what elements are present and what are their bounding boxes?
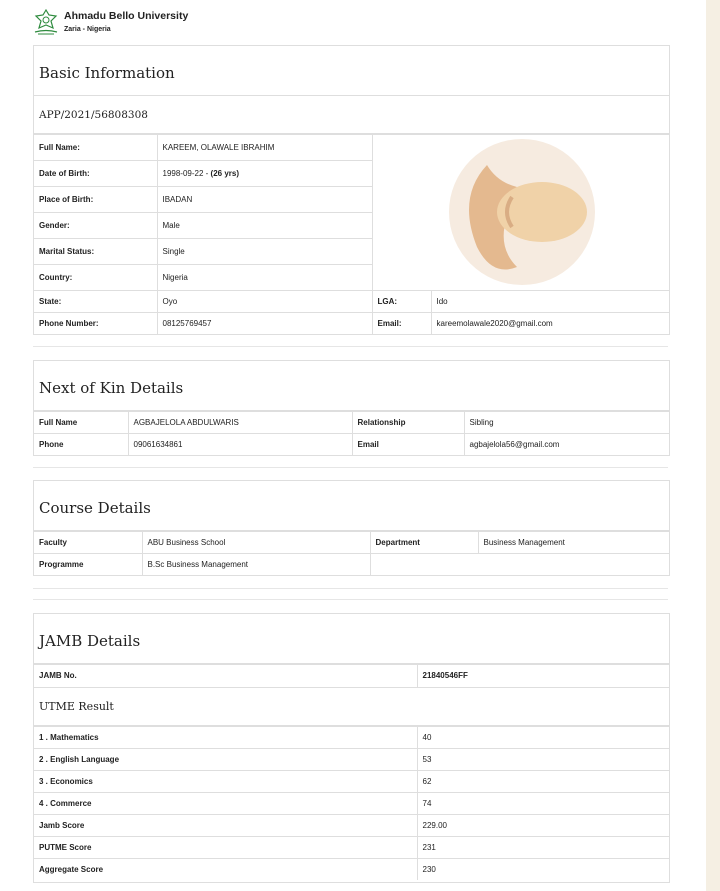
course-details-title: Course Details [34,481,669,531]
state-value: Oyo [157,291,372,313]
marital-status-label: Marital Status: [34,239,157,265]
table-row [34,726,669,748]
university-location: Zaria - Nigeria [64,26,111,33]
course-details-card [33,480,670,576]
utme-result-title: UTME Result [34,687,669,726]
kin-relationship-label: Relationship [352,412,464,434]
divider [33,346,668,347]
country-value: Nigeria [157,265,372,291]
email-label: Email: [372,313,431,335]
country-label: Country: [34,265,157,291]
gender-label: Gender: [34,213,157,239]
subject-score: 62 [417,770,669,792]
photo-cell [372,135,669,291]
aggregate-score-label: Aggregate Score [34,858,417,880]
applicant-photo-avatar [447,137,597,287]
lga-label: LGA: [372,291,431,313]
table-row [34,792,669,814]
jamb-score-label: Jamb Score [34,814,417,836]
table-row [34,665,669,687]
kin-full-name-value: AGBAJELOLA ABDULWARIS [128,412,352,434]
place-of-birth-label: Place of Birth: [34,187,157,213]
subject-label: 3 . Economics [34,770,417,792]
phone-label: Phone Number: [34,313,157,335]
table-row [34,836,669,858]
empty-cell [370,554,669,576]
department-label: Department [370,532,478,554]
utme-result-table [34,726,669,881]
marital-status-value: Single [157,239,372,265]
course-details-table [34,531,669,576]
table-row [34,748,669,770]
subject-label: 2 . English Language [34,748,417,770]
kin-full-name-label: Full Name [34,412,128,434]
dob-value [157,161,372,187]
full-name-label: Full Name: [34,135,157,161]
kin-phone-value: 09061634861 [128,434,352,456]
phone-value: 08125769457 [157,313,372,335]
faculty-value: ABU Business School [142,532,370,554]
programme-value: B.Sc Business Management [142,554,370,576]
table-row [34,532,669,554]
dob-age: (26 yrs) [210,169,239,178]
department-value: Business Management [478,532,669,554]
subject-score: 74 [417,792,669,814]
university-logo-icon [32,8,60,36]
subject-score: 53 [417,748,669,770]
place-of-birth-value: IBADAN [157,187,372,213]
next-of-kin-title: Next of Kin Details [34,361,669,411]
state-label: State: [34,291,157,313]
divider [33,467,668,468]
subject-label: 4 . Commerce [34,792,417,814]
subject-score: 40 [417,726,669,748]
jamb-no-table [34,664,669,687]
table-row [34,291,669,313]
jamb-score-value: 229.00 [417,814,669,836]
aggregate-score-value: 230 [417,858,669,880]
table-row [34,770,669,792]
table-row [34,858,669,880]
lga-value: Ido [431,291,669,313]
kin-relationship-value: Sibling [464,412,669,434]
email-value: kareemolawale2020@gmail.com [431,313,669,335]
next-of-kin-card [33,360,670,456]
application-number: APP/2021/56808308 [34,96,669,134]
subject-label: 1 . Mathematics [34,726,417,748]
programme-label: Programme [34,554,142,576]
table-row [34,434,669,456]
dob-label: Date of Birth: [34,161,157,187]
kin-phone-label: Phone [34,434,128,456]
jamb-no-label: JAMB No. [34,665,417,687]
table-row [34,313,669,335]
putme-score-value: 231 [417,836,669,858]
divider [33,588,668,589]
dob-date: 1998-09-22 - [162,169,211,178]
divider [33,599,668,600]
table-row [34,135,669,161]
table-row [34,554,669,576]
faculty-label: Faculty [34,532,142,554]
putme-score-label: PUTME Score [34,836,417,858]
kin-email-label: Email [352,434,464,456]
full-name-value: KAREEM, OLAWALE IBRAHIM [157,135,372,161]
jamb-details-title: JAMB Details [34,614,669,664]
jamb-details-card [33,613,670,883]
table-row [34,814,669,836]
basic-information-card [33,45,670,335]
basic-info-table [34,134,669,335]
basic-information-title: Basic Information [34,46,669,96]
jamb-no-value: 21840546FF [417,665,669,687]
next-of-kin-table [34,411,669,456]
table-row [34,412,669,434]
kin-email-value: agbajelola56@gmail.com [464,434,669,456]
university-name: Ahmadu Bello University [64,10,189,22]
gender-value: Male [157,213,372,239]
